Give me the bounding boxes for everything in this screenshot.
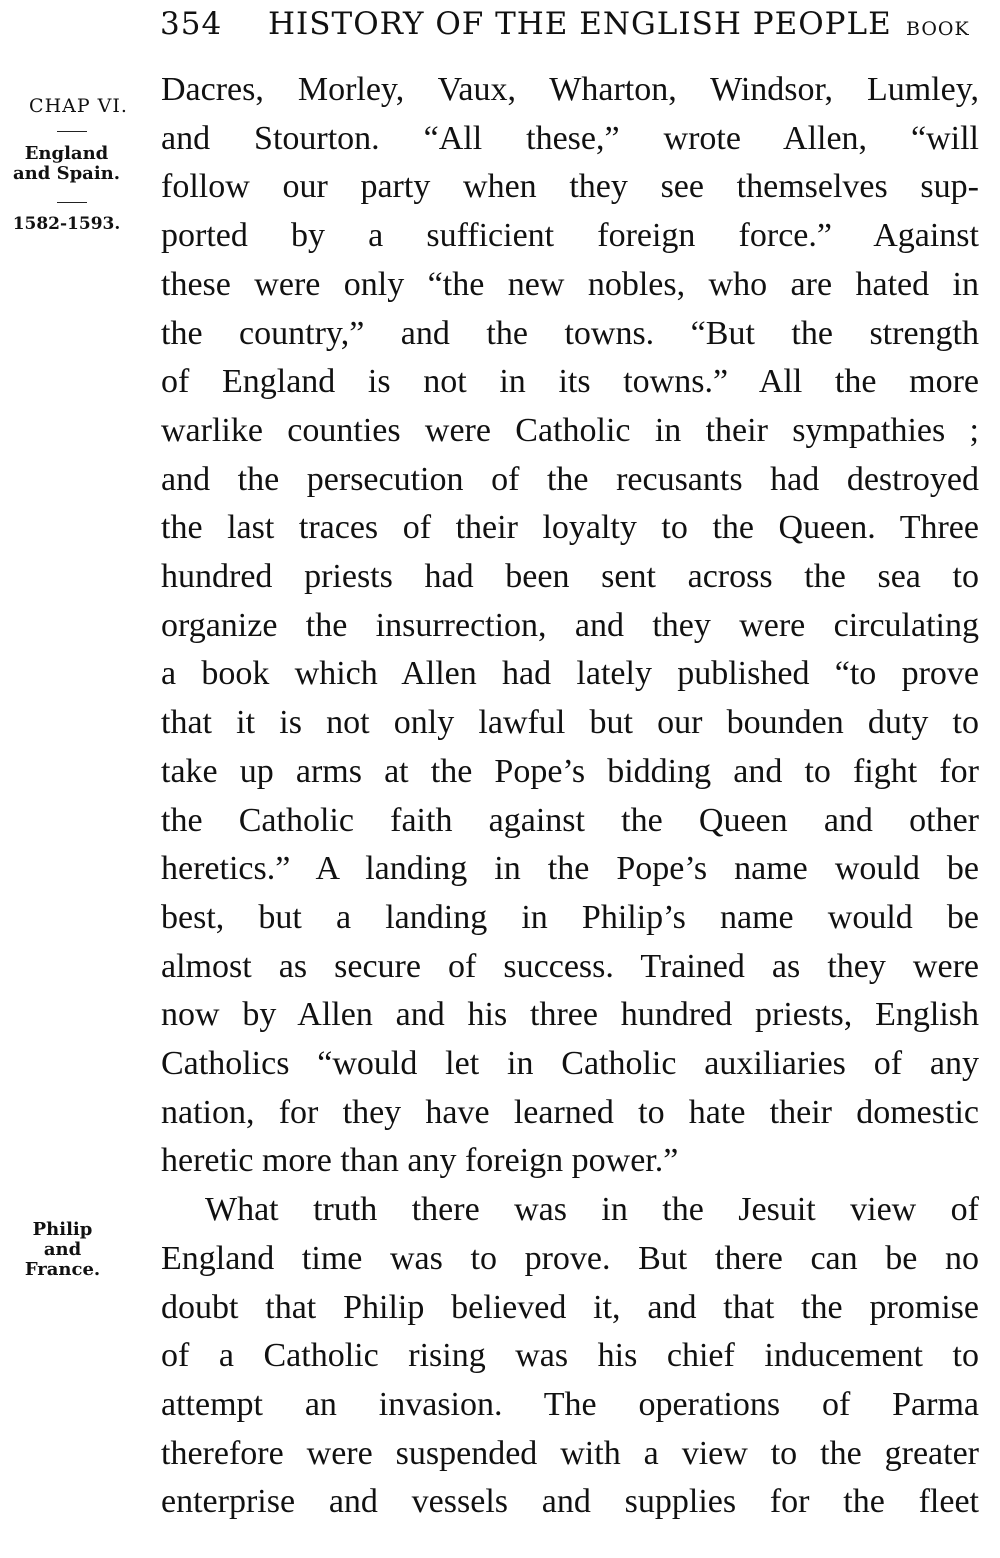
text-line: Catholics “would let in Catholic auxiliaries of any (161, 1045, 979, 1083)
text-line: organize the insurrection, and they were circulating (161, 606, 979, 644)
margin-note-england-spain (0, 144, 139, 184)
text-line: now by Allen and his three hundred priests, English (161, 996, 979, 1034)
text-line: Dacres, Morley, Vaux, Wharton, Windsor, Lumley, (161, 71, 979, 108)
margin-note-line: France. (24, 1259, 101, 1280)
text-line: of a Catholic rising was his chief inducement to (161, 1337, 979, 1375)
margin-note-line: Philip (32, 1219, 93, 1240)
text-line: the last traces of their loyalty to the Queen. Three (161, 509, 979, 547)
text-line: best, but a landing in Philip’s name would be (161, 898, 979, 936)
text-line: enterprise and vessels and supplies for the fleet (161, 1483, 979, 1521)
margin-note-line: and Spain. (12, 163, 121, 184)
text-line: heretic more than any foreign power.” (161, 1142, 679, 1180)
text-line: therefore were suspended with a view to the greater (161, 1434, 979, 1472)
margin-notes (0, 0, 145, 1558)
chapter-label: CHAP VI. (29, 95, 128, 117)
margin-note-line: England (24, 143, 109, 164)
text-line: of England is not in its towns.” All the more (161, 363, 979, 401)
text-line: follow our party when they see themselves sup- (161, 168, 979, 206)
text-line: attempt an invasion. The operations of Parma (161, 1385, 979, 1423)
margin-note-date-range: 1582-1593. (12, 214, 121, 234)
text-line: the Catholic faith against the Queen and other (161, 801, 979, 839)
text-line: hundred priests had been sent across the sea to (161, 558, 979, 596)
book-label: BOOK (906, 18, 970, 40)
text-line: England time was to prove. But there can be no (161, 1239, 979, 1277)
text-line: ported by a sufficient foreign force.” Against (161, 217, 979, 255)
text-line: that it is not only lawful but our bounden duty to (161, 704, 979, 742)
page-number: 354 (160, 6, 223, 42)
body-text (161, 66, 979, 1527)
text-line: a book which Allen had lately published “to prove (161, 655, 979, 693)
text-line: these were only “the new nobles, who are hated in (161, 265, 979, 303)
text-line: doubt that Philip believed it, and that the promise (161, 1288, 979, 1326)
margin-note-line: and (43, 1239, 82, 1260)
text-line: and Stourton. “All these,” wrote Allen, “will (161, 119, 979, 157)
text-line: warlike counties were Catholic in their sympathies ; (161, 411, 979, 449)
margin-rule (57, 131, 87, 132)
margin-note-philip-france (0, 1220, 135, 1280)
text-line: and the persecution of the recusants had destroyed (161, 460, 979, 498)
text-line: the country,” and the towns. “But the strength (161, 314, 979, 352)
running-title: HISTORY OF THE ENGLISH PEOPLE (268, 6, 892, 42)
margin-rule (57, 202, 87, 203)
text-line: heretics.” A landing in the Pope’s name would be (161, 850, 979, 888)
text-line: almost as secure of success. Trained as they were (161, 947, 979, 985)
text-line: What truth there was in the Jesuit view of (205, 1191, 979, 1229)
text-line: nation, for they have learned to hate their domestic (161, 1093, 979, 1131)
text-line: take up arms at the Pope’s bidding and to fight for (161, 752, 979, 790)
page-header (0, 6, 1000, 46)
